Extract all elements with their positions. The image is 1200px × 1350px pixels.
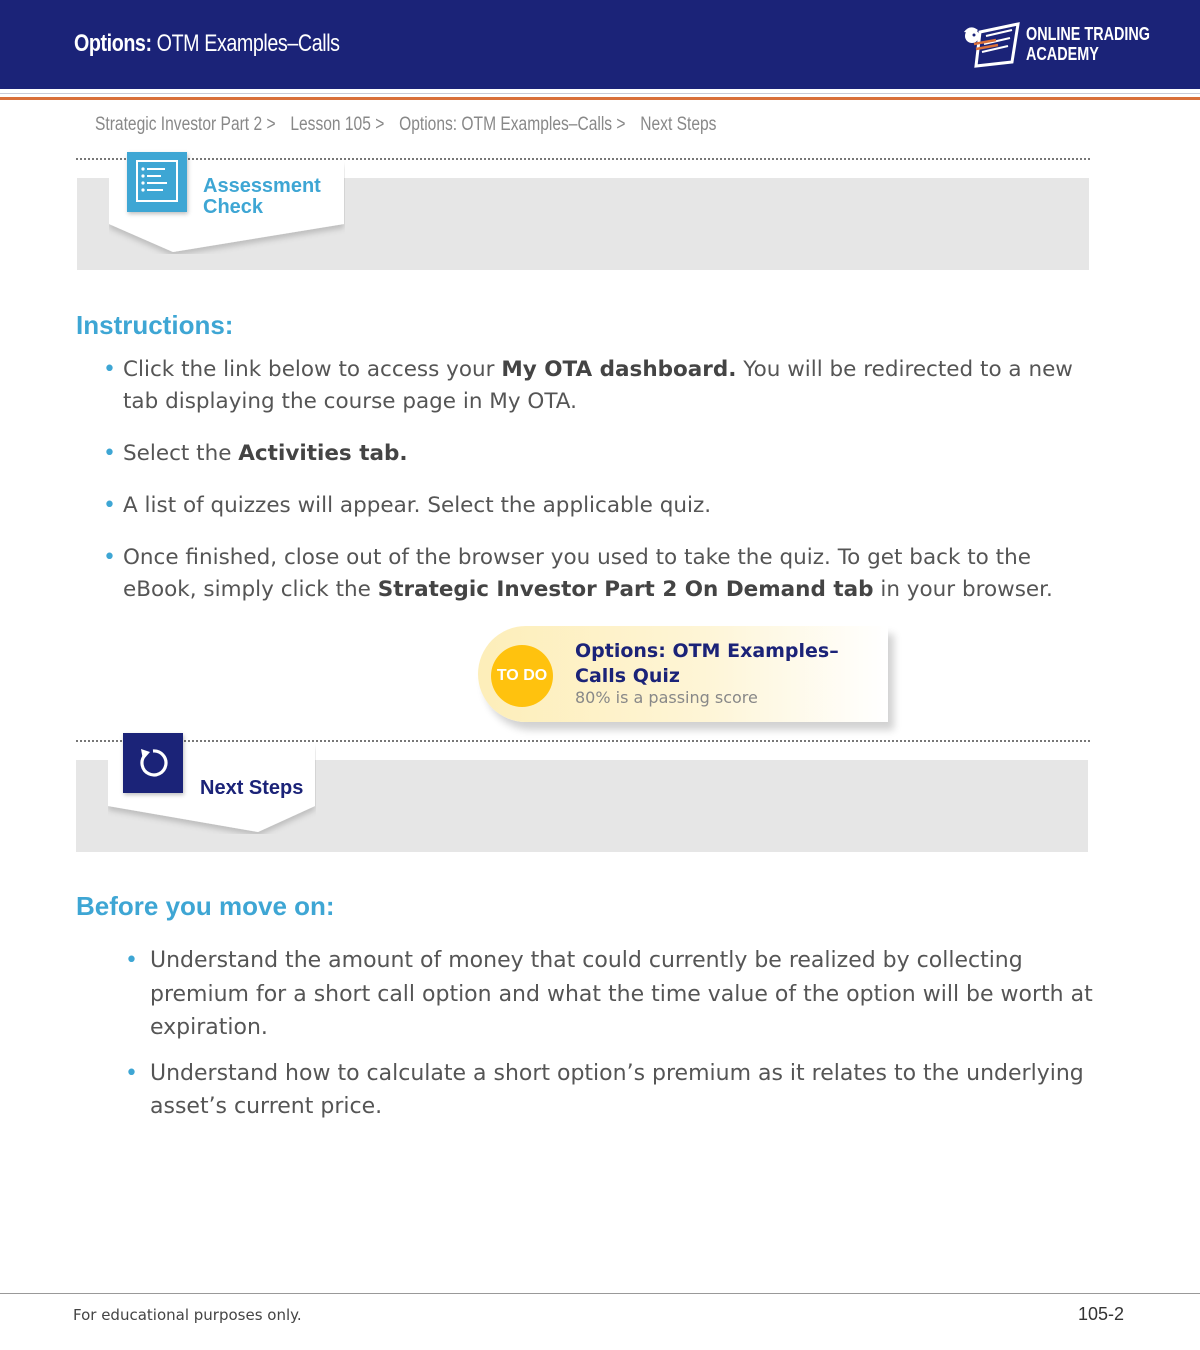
eagle-book-icon — [962, 22, 1022, 68]
next-steps-label: Next Steps — [200, 777, 304, 799]
page-title-bold: Options: — [74, 30, 152, 57]
my-ota-dashboard-link[interactable]: My OTA dashboard. — [501, 357, 737, 382]
page-title — [74, 30, 340, 58]
section-divider — [76, 740, 1090, 742]
instructions-heading: Instructions: — [76, 310, 234, 340]
header-divider-orange — [0, 97, 1200, 100]
logo-line-2: ACADEMY — [1026, 44, 1099, 64]
assessment-label-line-2: Check — [203, 196, 264, 218]
checklist-icon — [127, 152, 187, 212]
before-you-move-on-heading: Before you move on: — [76, 891, 335, 921]
page-header — [0, 0, 1200, 89]
assessment-label — [203, 176, 321, 218]
footer-divider — [0, 1293, 1200, 1294]
logo-text — [1026, 24, 1150, 64]
item-text: You will be redirected to a new tab displaying the course page in My OTA. — [123, 357, 1073, 414]
page-number: 105-2 — [1078, 1304, 1125, 1324]
footer-disclaimer: For educational purposes only. — [73, 1306, 302, 1324]
breadcrumb-item[interactable]: Strategic Investor Part 2 > — [95, 114, 276, 135]
breadcrumb-item[interactable]: Lesson 105 > — [290, 114, 385, 135]
ota-logo — [962, 22, 1150, 68]
instructions-list — [123, 354, 1083, 626]
list-item — [123, 490, 1083, 522]
item-bold: Activities tab. — [238, 441, 408, 466]
quiz-subtitle: 80% is a passing score — [575, 688, 758, 707]
section-divider — [76, 158, 1090, 160]
list-item: • Understand the amount of money that could currently be realized by collecting premium for a short call option and what the time value of the option will be worth at expiration. — [150, 944, 1095, 1045]
list-item — [123, 542, 1083, 606]
item-bold: Strategic Investor Part 2 On Demand tab — [377, 577, 874, 602]
header-divider-thin — [0, 93, 1200, 94]
item-text: Once finished, close out of the browser you used to take the quiz. To get back to the eBook, simply click the — [123, 545, 1031, 602]
item-text: Click the link below to access your — [123, 357, 502, 382]
todo-badge: TO DO — [491, 645, 553, 707]
next-steps-list — [150, 944, 1095, 1136]
breadcrumb-item[interactable]: Options: OTM Examples–Calls > — [399, 114, 626, 135]
list-item — [123, 354, 1083, 418]
quiz-link[interactable] — [478, 626, 888, 722]
item-text: Select the — [123, 441, 239, 466]
list-item: • Understand how to calculate a short option’s premium as it relates to the underlying asset’s current price. — [150, 1057, 1095, 1124]
breadcrumb-item-current: Next Steps — [640, 114, 717, 135]
logo-line-1: ONLINE TRADING — [1026, 24, 1150, 44]
assessment-label-line-1: Assessment — [203, 175, 321, 197]
item-text: A list of quizzes will appear. Select the applicable quiz. — [123, 493, 712, 518]
refresh-icon — [123, 733, 183, 793]
list-item — [123, 438, 1083, 470]
item-text: in your browser. — [873, 577, 1053, 602]
breadcrumb — [95, 114, 731, 136]
quiz-title[interactable]: Options: OTM Examples– Calls Quiz — [575, 640, 839, 687]
page-title-rest: OTM Examples–Calls — [151, 30, 340, 57]
